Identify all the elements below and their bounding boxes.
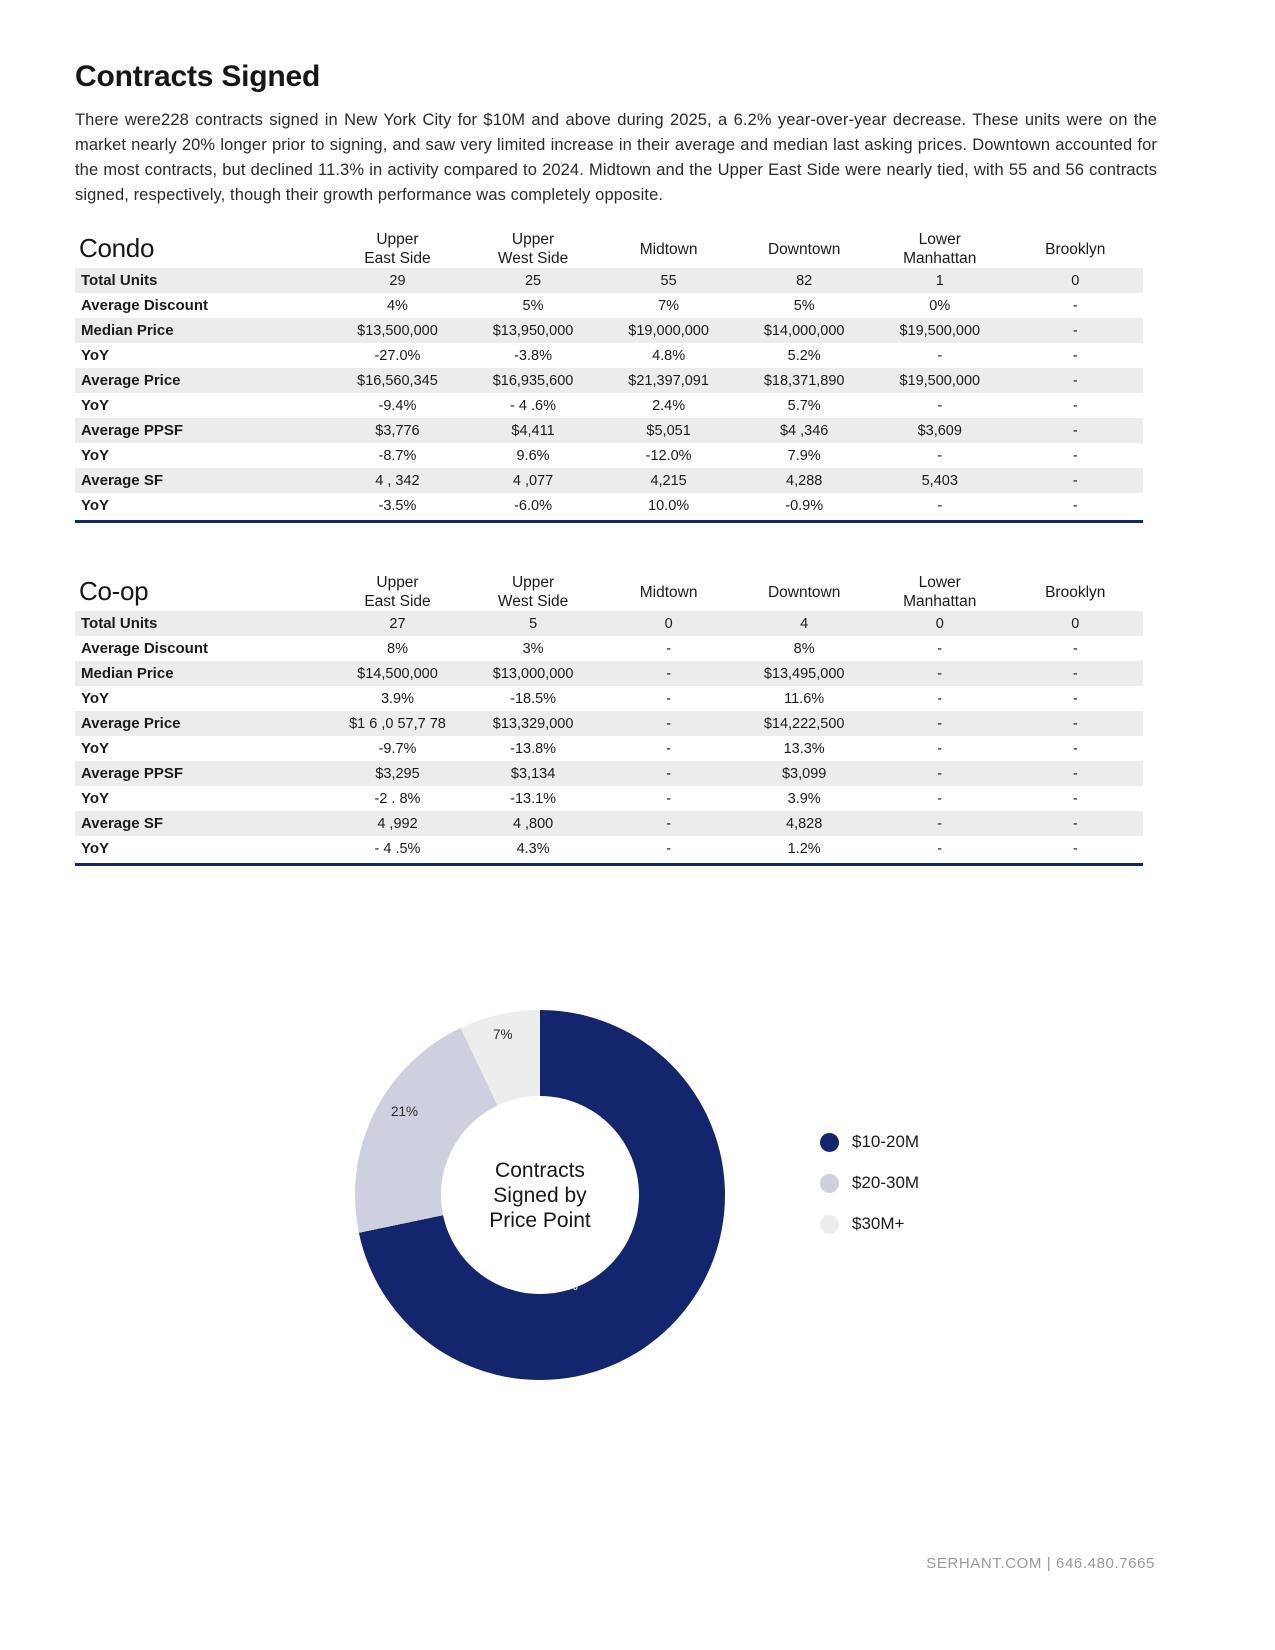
column-header-line2: West Side	[497, 250, 569, 267]
cell: -	[937, 640, 943, 657]
cell: -13.8%	[510, 740, 557, 757]
page-title: Contracts Signed	[75, 60, 321, 93]
column-header-lower-manhattan	[872, 230, 1008, 268]
legend-label: $10-20M	[852, 1132, 920, 1151]
condo-header-row	[75, 230, 1143, 268]
table-row	[75, 493, 1143, 518]
cell: 2.4%	[652, 397, 686, 414]
cell: 4 ,800	[465, 811, 601, 836]
legend-item-20-30m	[820, 1173, 919, 1193]
cell: -3.5%	[378, 497, 417, 514]
cell: -12.0%	[645, 447, 692, 464]
chart-area	[75, 1010, 1175, 1430]
column-header-line1: Upper	[376, 574, 419, 591]
cell: 5.2%	[787, 347, 821, 364]
condo-table	[75, 230, 1143, 518]
cell: -	[601, 761, 736, 786]
coop-table	[75, 573, 1143, 861]
cell: -	[1072, 640, 1078, 657]
cell: 3.9%	[787, 790, 821, 807]
row-label: YoY	[81, 840, 110, 857]
content-area	[75, 60, 1157, 866]
coop-section-title: Co-op	[79, 575, 149, 606]
cell: -	[937, 497, 943, 514]
cell: 0	[1008, 268, 1143, 293]
slice-label-20-30m: 21%	[391, 1104, 419, 1119]
cell: 5	[465, 611, 601, 636]
cell: -	[601, 661, 736, 686]
column-header-upper-east-side	[330, 230, 466, 268]
cell: 1.2%	[787, 840, 821, 857]
cell: 4 ,077	[465, 468, 601, 493]
footer-contact: SERHANT.COM | 646.480.7665	[926, 1555, 1155, 1572]
column-header-line1: Lower	[918, 574, 961, 591]
table-row	[75, 761, 1143, 786]
column-header-line2: Downtown	[767, 583, 841, 601]
cell: -	[872, 661, 1008, 686]
cell: -	[666, 740, 672, 757]
cell: -	[1008, 418, 1143, 443]
cell: 4,288	[736, 468, 872, 493]
cell: 4,215	[601, 468, 737, 493]
cell: 0	[601, 611, 736, 636]
cell: 4.3%	[516, 840, 550, 857]
cell: -	[937, 347, 943, 364]
cell: -9.4%	[378, 397, 417, 414]
cell: 25	[465, 268, 601, 293]
table-row	[75, 836, 1143, 861]
donut-center-line-2: Signed by	[493, 1183, 587, 1207]
cell: -	[1072, 397, 1078, 414]
coop-table-block	[75, 573, 1157, 866]
column-header-downtown	[736, 230, 872, 268]
cell: 5.7%	[787, 397, 821, 414]
table-row	[75, 318, 1143, 343]
row-label: YoY	[81, 790, 110, 807]
table-row	[75, 293, 1143, 318]
cell: - 4 .5%	[374, 840, 421, 857]
column-header-brooklyn	[1008, 573, 1144, 611]
row-label: YoY	[81, 397, 110, 414]
condo-table-underline	[75, 520, 1143, 523]
row-label: Total Units	[75, 611, 330, 636]
cell: $3,295	[330, 761, 466, 786]
cell: 5%	[522, 297, 544, 314]
row-label: Average PPSF	[75, 761, 330, 786]
column-header-line2: Brooklyn	[1045, 240, 1106, 258]
column-header-lower-manhattan	[872, 573, 1008, 611]
table-row	[75, 686, 1143, 711]
cell: $14,222,500	[736, 711, 872, 736]
row-label: Total Units	[75, 268, 330, 293]
table-row	[75, 368, 1143, 393]
column-header-brooklyn	[1008, 230, 1143, 268]
column-header-line2: Midtown	[639, 583, 698, 601]
cell: $4 ,346	[736, 418, 872, 443]
row-label: YoY	[81, 447, 110, 464]
cell: -	[666, 640, 672, 657]
cell: -13.1%	[510, 790, 557, 807]
column-header-line2: East Side	[364, 593, 431, 610]
slice-label-10-20m: 71%	[551, 1278, 579, 1293]
cell: $13,000,000	[465, 661, 601, 686]
cell: 4	[736, 611, 872, 636]
cell: 4.8%	[652, 347, 686, 364]
cell: -8.7%	[378, 447, 417, 464]
cell: 8%	[793, 640, 815, 657]
cell: 13.3%	[783, 740, 825, 757]
cell: -2 . 8%	[374, 790, 421, 807]
chart-legend	[820, 1132, 919, 1255]
cell: -	[872, 811, 1008, 836]
cell: -18.5%	[510, 690, 557, 707]
cell: $4,411	[465, 418, 601, 443]
cell: 0%	[929, 297, 951, 314]
row-label: Median Price	[75, 318, 330, 343]
donut-center-text	[489, 1158, 591, 1233]
column-header-line1: Upper	[376, 231, 419, 248]
table-row	[75, 636, 1143, 661]
cell: $21,397,091	[601, 368, 737, 393]
row-label: Median Price	[75, 661, 330, 686]
cell: - 4 .6%	[510, 397, 556, 414]
cell: 5%	[793, 297, 815, 314]
column-header-line1: Upper	[511, 574, 555, 591]
cell: 4 ,992	[330, 811, 466, 836]
cell: -6.0%	[514, 497, 552, 514]
donut-center-line-3: Price Point	[489, 1208, 591, 1232]
cell: $3,134	[465, 761, 601, 786]
legend-label: $30M+	[852, 1214, 905, 1233]
cell: -	[1072, 840, 1078, 857]
cell: -	[937, 840, 943, 857]
column-header-upper-east-side	[330, 573, 466, 611]
cell: 11.6%	[784, 690, 825, 707]
cell: 10.0%	[648, 497, 690, 514]
cell: -	[601, 711, 736, 736]
cell: $3,609	[872, 418, 1008, 443]
cell: $3,776	[330, 418, 466, 443]
cell: -	[1008, 711, 1144, 736]
cell: $13,500,000	[330, 318, 466, 343]
column-header-line2: East Side	[364, 250, 431, 267]
column-header-midtown	[601, 573, 736, 611]
legend-item-30m-plus	[820, 1214, 919, 1234]
cell: -	[937, 740, 943, 757]
row-label: Average PPSF	[75, 418, 330, 443]
legend-swatch-icon	[820, 1174, 839, 1193]
condo-section-title: Condo	[79, 232, 155, 263]
cell: -	[1072, 740, 1078, 757]
cell: -	[937, 447, 943, 464]
table-row	[75, 811, 1143, 836]
cell: $16,560,345	[330, 368, 466, 393]
cell: -3.8%	[514, 347, 552, 364]
donut-ring	[355, 1010, 725, 1380]
cell: $19,000,000	[601, 318, 737, 343]
cell: 1	[872, 268, 1008, 293]
cell: $1 6 ,0 57,7 78	[330, 711, 466, 736]
column-header-line2: Midtown	[639, 240, 698, 258]
cell: 4,828	[736, 811, 872, 836]
legend-label: $20-30M	[852, 1173, 920, 1192]
cell: -	[1008, 661, 1144, 686]
column-header-line2: Manhattan	[903, 250, 977, 267]
table-row	[75, 418, 1143, 443]
column-header-line2: Downtown	[767, 240, 841, 258]
row-label: Average SF	[75, 811, 330, 836]
cell: -	[1072, 790, 1078, 807]
cell: $14,500,000	[330, 661, 466, 686]
table-row	[75, 343, 1143, 368]
column-header-downtown	[736, 573, 872, 611]
cell: 55	[601, 268, 737, 293]
coop-table-underline	[75, 863, 1143, 866]
column-header-line2: Brooklyn	[1045, 583, 1106, 601]
cell: 3.9%	[380, 690, 415, 707]
cell: -	[1072, 447, 1078, 464]
table-row	[75, 661, 1143, 686]
row-label: Average Discount	[81, 297, 208, 314]
donut-chart	[355, 1010, 725, 1380]
donut-center	[441, 1096, 639, 1294]
cell: $5,051	[601, 418, 737, 443]
cell: $13,329,000	[465, 711, 601, 736]
row-label: Average Price	[75, 711, 330, 736]
cell: -	[937, 790, 943, 807]
cell: $13,950,000	[465, 318, 601, 343]
cell: 0	[872, 611, 1008, 636]
cell: -	[872, 761, 1008, 786]
table-row	[75, 611, 1143, 636]
cell: -9.7%	[378, 740, 417, 757]
cell: -	[872, 711, 1008, 736]
row-label: Average Price	[75, 368, 330, 393]
table-row	[75, 468, 1143, 493]
cell: -	[1072, 297, 1078, 314]
condo-table-block	[75, 230, 1157, 523]
cell: 4%	[386, 297, 408, 314]
coop-header-row	[75, 573, 1143, 611]
row-label: YoY	[81, 497, 110, 514]
intro-paragraph: There were228 contracts signed in New York City for $10M and above during 2025, a 6.2% year-over-year decrease. These units were on the market nearly 20% longer prior to signing, and saw very limited increase in their average and median last asking prices. Downtown accounted for the most contracts, but declined 11.3% in activity compared to 2024. Midtown and the Upper East Side were nearly tied, with 55 and 56 contracts signed, respectively, though their growth performance was completely opposite.	[75, 111, 1157, 204]
cell: 7.9%	[787, 447, 821, 464]
cell: 7%	[658, 297, 680, 314]
cell: 8%	[387, 640, 408, 657]
cell: $13,495,000	[736, 661, 872, 686]
column-header-line2: Manhattan	[903, 593, 977, 610]
cell: 3%	[522, 640, 544, 657]
table-row	[75, 786, 1143, 811]
row-label: YoY	[81, 690, 110, 707]
cell: $19,500,000	[872, 368, 1008, 393]
cell: $18,371,890	[736, 368, 872, 393]
cell: 9.6%	[516, 447, 550, 464]
cell: -	[1008, 318, 1143, 343]
cell: 27	[330, 611, 466, 636]
column-header-upper-west-side	[465, 573, 601, 611]
table-row	[75, 711, 1143, 736]
column-header-line1: Upper	[511, 231, 555, 248]
cell: -	[601, 811, 736, 836]
cell: -	[937, 397, 943, 414]
cell: 82	[736, 268, 872, 293]
cell: -	[666, 840, 672, 857]
column-header-upper-west-side	[465, 230, 601, 268]
cell: 0	[1008, 611, 1144, 636]
table-row	[75, 268, 1143, 293]
cell: 4 , 342	[330, 468, 466, 493]
column-header-midtown	[601, 230, 737, 268]
cell: -	[1072, 497, 1078, 514]
cell: -	[937, 690, 943, 707]
slice-label-30m-plus: 7%	[493, 1027, 513, 1042]
cell: $3,099	[736, 761, 872, 786]
table-row	[75, 443, 1143, 468]
row-label: Average Discount	[81, 640, 208, 657]
column-header-line2: West Side	[497, 593, 569, 610]
cell: $14,000,000	[736, 318, 872, 343]
cell: -0.9%	[785, 497, 824, 514]
cell: -	[1008, 811, 1144, 836]
cell: -	[1008, 368, 1143, 393]
cell: -	[666, 690, 672, 707]
donut-center-line-1: Contracts	[495, 1158, 585, 1182]
row-label: YoY	[81, 740, 110, 757]
cell: -	[1008, 468, 1143, 493]
cell: $19,500,000	[872, 318, 1008, 343]
row-label: YoY	[81, 347, 110, 364]
table-row	[75, 393, 1143, 418]
cell: 29	[330, 268, 466, 293]
cell: -	[666, 790, 672, 807]
legend-item-10-20m	[820, 1132, 919, 1152]
row-label: Average SF	[75, 468, 330, 493]
cell: -	[1072, 690, 1078, 707]
table-row	[75, 736, 1143, 761]
cell: 5,403	[872, 468, 1008, 493]
cell: -27.0%	[374, 347, 421, 364]
cell: -	[1072, 347, 1078, 364]
column-header-line1: Lower	[918, 231, 961, 248]
legend-swatch-icon	[820, 1133, 839, 1152]
cell: $16,935,600	[465, 368, 601, 393]
cell: -	[1008, 761, 1144, 786]
legend-swatch-icon	[820, 1215, 839, 1234]
